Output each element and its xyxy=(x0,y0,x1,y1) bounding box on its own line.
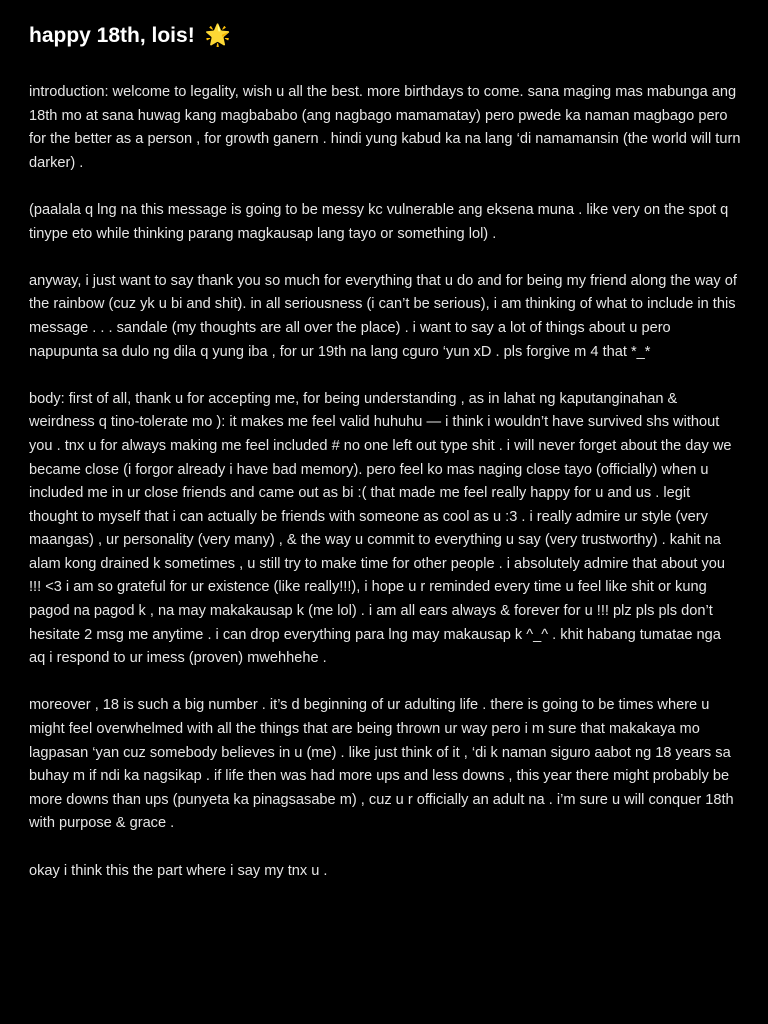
star-emoji-icon: 🌟 xyxy=(204,24,231,47)
paragraph-body: body: first of all, thank u for accepting me, for being understanding , as in lahat ng kaputanginahan & weirdness q tino-tolerate mo ): it makes me feel valid huhuhu — i think i wouldn’t have survived shs without you . tnx u for always making me feel included # no one left out type shit . i will never forget about the day we became close (i forgor already i have bad memory). pero feel ko mas naging close tayo (officially) when u included me in ur close friends and came out as bi :( that made me feel really happy for u and us . legit thought to myself that i can actually be friends with someone as cool as u :3 . i really admire ur style (very maangas) , ur personality (very many) , & the way u commit to everything u say (very trustworthy) . kahit na alam kong drained k sometimes , u still try to make time for other people . i absolutely admire that about you !!! <3 i am so grateful for ur existence (like really!!!), i hope u r reminded every time u feel like shit or kung pagod na pagod k , na may makakausap k (me lol) . i am all ears always & forever for u !!! plz pls pls don’t hesitate 2 msg me anytime . i can drop everything para lng may makausap k ^_^ . khit habang tumatae nga aq i respond to ur imess (proven) mwehhehe . xyxy=(29,390,732,667)
paragraph-reminder: (paalala q lng na this message is going to be messy kc vulnerable ang eksena muna . like very on the spot q tinype eto while thinking parang magkausap lang tayo or something lol) . xyxy=(29,201,729,242)
note-body[interactable] xyxy=(29,18,741,907)
paragraph-anyway: anyway, i just want to say thank you so much for everything that u do and for being my friend along the way of the rainbow (cuz yk u bi and shit). in all seriousness (i can’t be serious), i am thinking of what to include in this message . . . sandale (my thoughts are all over the place) . i want to say a lot of things about u pero napupunta sa dulo ng dila q yung iba , for ur 19th na lang cguro ‘yun xD . pls forgive m 4 that *_* xyxy=(29,272,737,360)
note-title xyxy=(29,18,741,54)
paragraph-closing: okay i think this the part where i say my tnx u . xyxy=(29,862,328,879)
note-title-text: happy 18th, lois! xyxy=(29,24,195,47)
paragraph-moreover: moreover , 18 is such a big number . it’s d beginning of ur adulting life . there is going to be times where u might feel overwhelmed with all the things that are being thrown ur way pero i m sure that makakaya mo lagpasan ‘yan cuz somebody believes in u (me) . like just think of it , ‘di k naman siguro aabot ng 18 years sa buhay m if ndi ka nagsikap . if life then was had more ups and less downs , this year there might probably be more downs than ups (punyeta ka pinagsasabe m) , cuz u r officially an adult na . i’m sure u will conquer 18th with purpose & grace . xyxy=(29,697,734,832)
paragraph-introduction: introduction: welcome to legality, wish u all the best. more birthdays to come. sana maging mas mabunga ang 18th mo at sana huwag kang magbababo (ang nagbago mamamatay) pero pwede ka naman magbago pero for the better as a person , for growth ganern . hindi yung kabud ka na lang ‘di namamansin (the world will turn darker) . xyxy=(29,84,741,171)
